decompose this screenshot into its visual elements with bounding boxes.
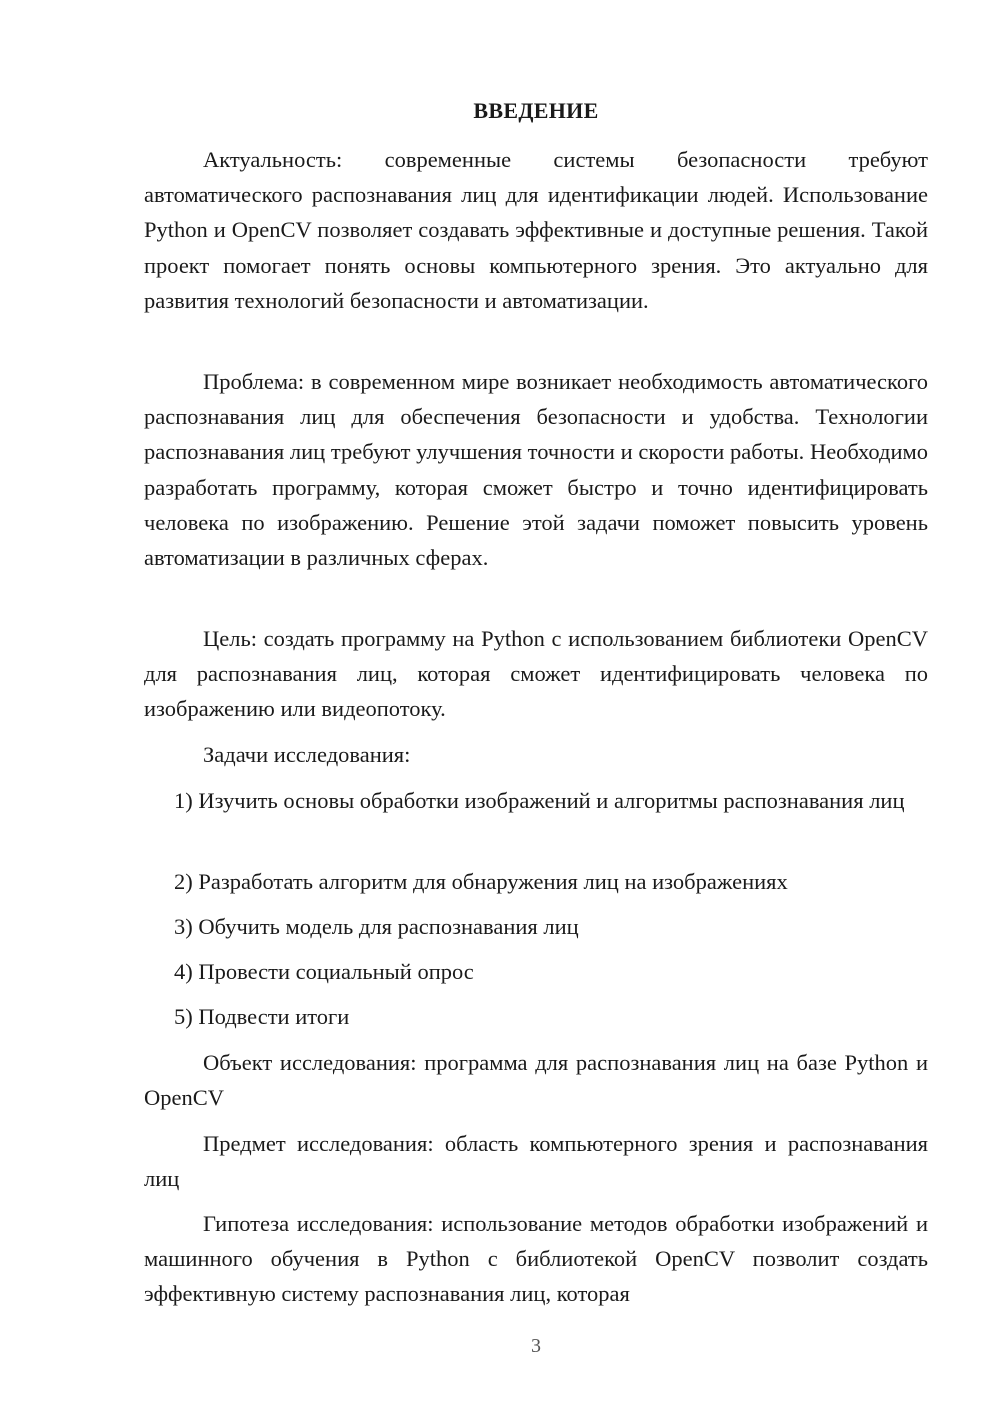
paragraph-hypothesis: Гипотеза исследования: использование методов обработки изображений и машинного обучения в Python с библиотекой OpenCV позволит создать эффективную систему распознавания лиц, которая — [144, 1211, 928, 1307]
page-title: ВВЕДЕНИЕ — [473, 98, 599, 123]
task-item-2: 2) Разработать алгоритм для обнаружения лиц на изображениях — [174, 869, 788, 894]
paragraph-object: Объект исследования: программа для распознавания лиц на базе Python и OpenCV — [144, 1050, 928, 1111]
paragraph-subject: Предмет исследования: область компьютерного зрения и распознавания лиц — [144, 1131, 928, 1192]
page-number: 3 — [531, 1335, 541, 1357]
paragraph-problem: Проблема: в современном мире возникает необходимость автоматического распознавания лиц для обеспечения безопасности и удобства. Технологии распознавания лиц требуют улучшения точности и скорости работы. Необходимо разработать программу, которая сможет быстро и точно идентифицировать человека по изображению. Решение этой задачи поможет повысить уровень автоматизации в различных сферах. — [144, 369, 928, 571]
document-page — [144, 0, 928, 1414]
task-item-5: 5) Подвести итоги — [174, 1004, 350, 1029]
task-item-3: 3) Обучить модель для распознавания лиц — [174, 914, 579, 939]
paragraph-goal: Цель: создать программу на Python с использованием библиотеки OpenCV для распознавания лиц, которая сможет идентифицировать человека по изображению или видеопотоку. — [144, 626, 928, 722]
task-item-4: 4) Провести социальный опрос — [174, 959, 474, 984]
paragraph-relevance: Актуальность: современные системы безопасности требуют автоматического распознавания лиц для идентификации людей. Использование Python и OpenCV позволяет создавать эффективные и доступные решения. Такой проект помогает понять основы компьютерного зрения. Это актуально для развития технологий безопасности и автоматизации. — [144, 147, 928, 313]
tasks-heading: Задачи исследования: — [203, 742, 411, 767]
task-item-1: 1) Изучить основы обработки изображений и алгоритмы распознавания лиц — [174, 788, 905, 813]
